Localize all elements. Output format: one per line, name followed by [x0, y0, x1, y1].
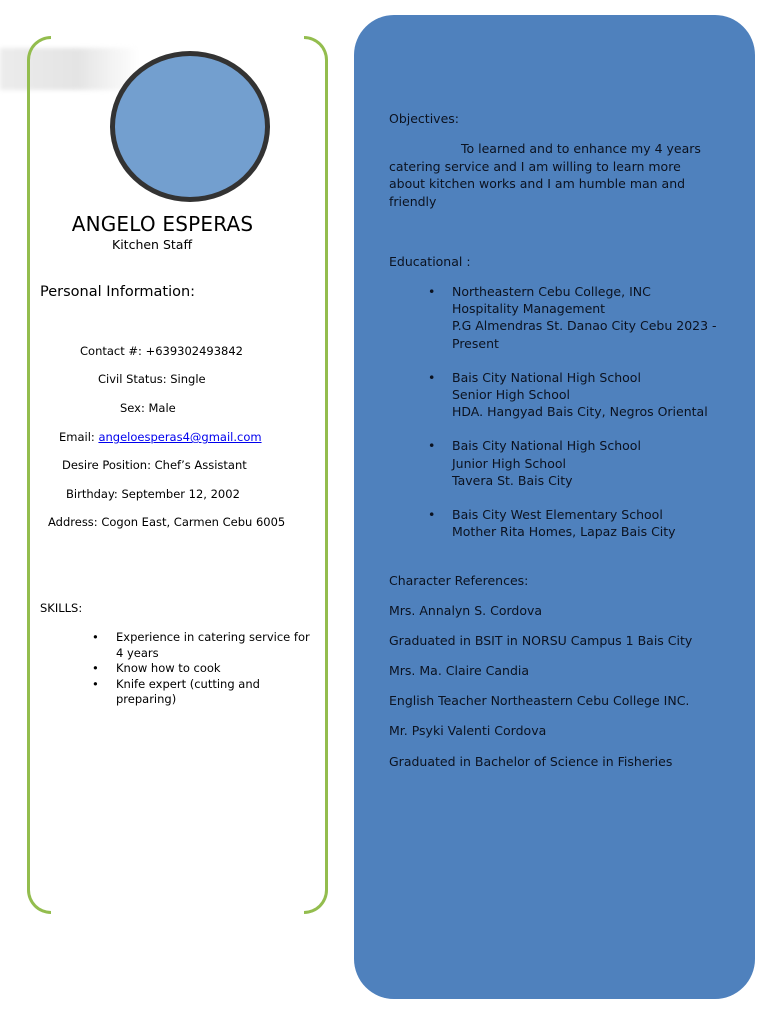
- reference-name: Mrs. Annalyn S. Cordova: [389, 603, 543, 618]
- contact-number: Contact #: +639302493842: [80, 344, 243, 358]
- reference-detail: Graduated in BSIT in NORSU Campus 1 Bais City: [389, 633, 693, 648]
- objectives-text: To learned and to enhance my 4 years catering service and I am willing to learn more about kitchen works and I am humble man and friendly: [389, 141, 701, 209]
- education-list: [428, 283, 728, 557]
- education-address: P.G Almendras St. Danao City Cebu 2023 - Present: [452, 318, 717, 351]
- education-program: Hospitality Management: [452, 301, 606, 317]
- skill-item: • Experience in catering service for 4 years: [92, 630, 310, 661]
- skills-heading: SKILLS:: [40, 601, 83, 615]
- profile-photo-placeholder: [110, 51, 270, 202]
- education-school: • Bais City West Elementary School: [452, 507, 663, 523]
- reference-detail: Graduated in Bachelor of Science in Fisheries: [389, 754, 673, 769]
- education-address: Mother Rita Homes, Lapaz Bais City: [452, 524, 676, 540]
- education-item: [428, 437, 728, 489]
- left-bracket-decoration: [27, 36, 51, 914]
- candidate-role: Kitchen Staff: [112, 237, 193, 252]
- civil-status: Civil Status: Single: [98, 372, 206, 386]
- email-label: Email:: [59, 430, 99, 444]
- personal-info-heading: Personal Information:: [40, 284, 196, 300]
- desire-position: Desire Position: Chef’s Assistant: [62, 458, 247, 472]
- email-line: [59, 430, 262, 444]
- sex: Sex: Male: [120, 401, 176, 415]
- education-item: [428, 369, 728, 421]
- birthday: Birthday: September 12, 2002: [66, 487, 240, 501]
- right-bracket-decoration: [304, 36, 328, 914]
- education-program: Senior High School: [452, 387, 570, 403]
- reference-name: Mr. Psyki Valenti Cordova: [389, 723, 547, 738]
- reference-detail: English Teacher Northeastern Cebu College INC.: [389, 693, 690, 708]
- skill-item: • Know how to cook: [92, 661, 310, 677]
- references-heading: Character References:: [389, 573, 529, 588]
- email-link[interactable]: angeloesperas4@gmail.com: [98, 430, 262, 444]
- education-item: [428, 283, 728, 352]
- education-item: [428, 506, 728, 540]
- skills-list: [92, 630, 310, 708]
- address: Address: Cogon East, Carmen Cebu 6005: [48, 515, 286, 529]
- skill-item: • Knife expert (cutting and preparing): [92, 677, 310, 708]
- reference-name: Mrs. Ma. Claire Candia: [389, 663, 530, 678]
- objectives-heading: Objectives:: [389, 111, 459, 126]
- education-address: Tavera St. Bais City: [452, 472, 573, 488]
- education-program: Junior High School: [452, 455, 566, 471]
- candidate-name: ANGELO ESPERAS: [71, 212, 254, 236]
- education-school: • Bais City National High School: [452, 438, 641, 454]
- education-school: • Northeastern Cebu College, INC: [452, 284, 651, 299]
- education-school: • Bais City National High School: [452, 369, 641, 385]
- education-heading: Educational :: [389, 254, 471, 269]
- education-address: HDA. Hangyad Bais City, Negros Oriental: [452, 404, 708, 420]
